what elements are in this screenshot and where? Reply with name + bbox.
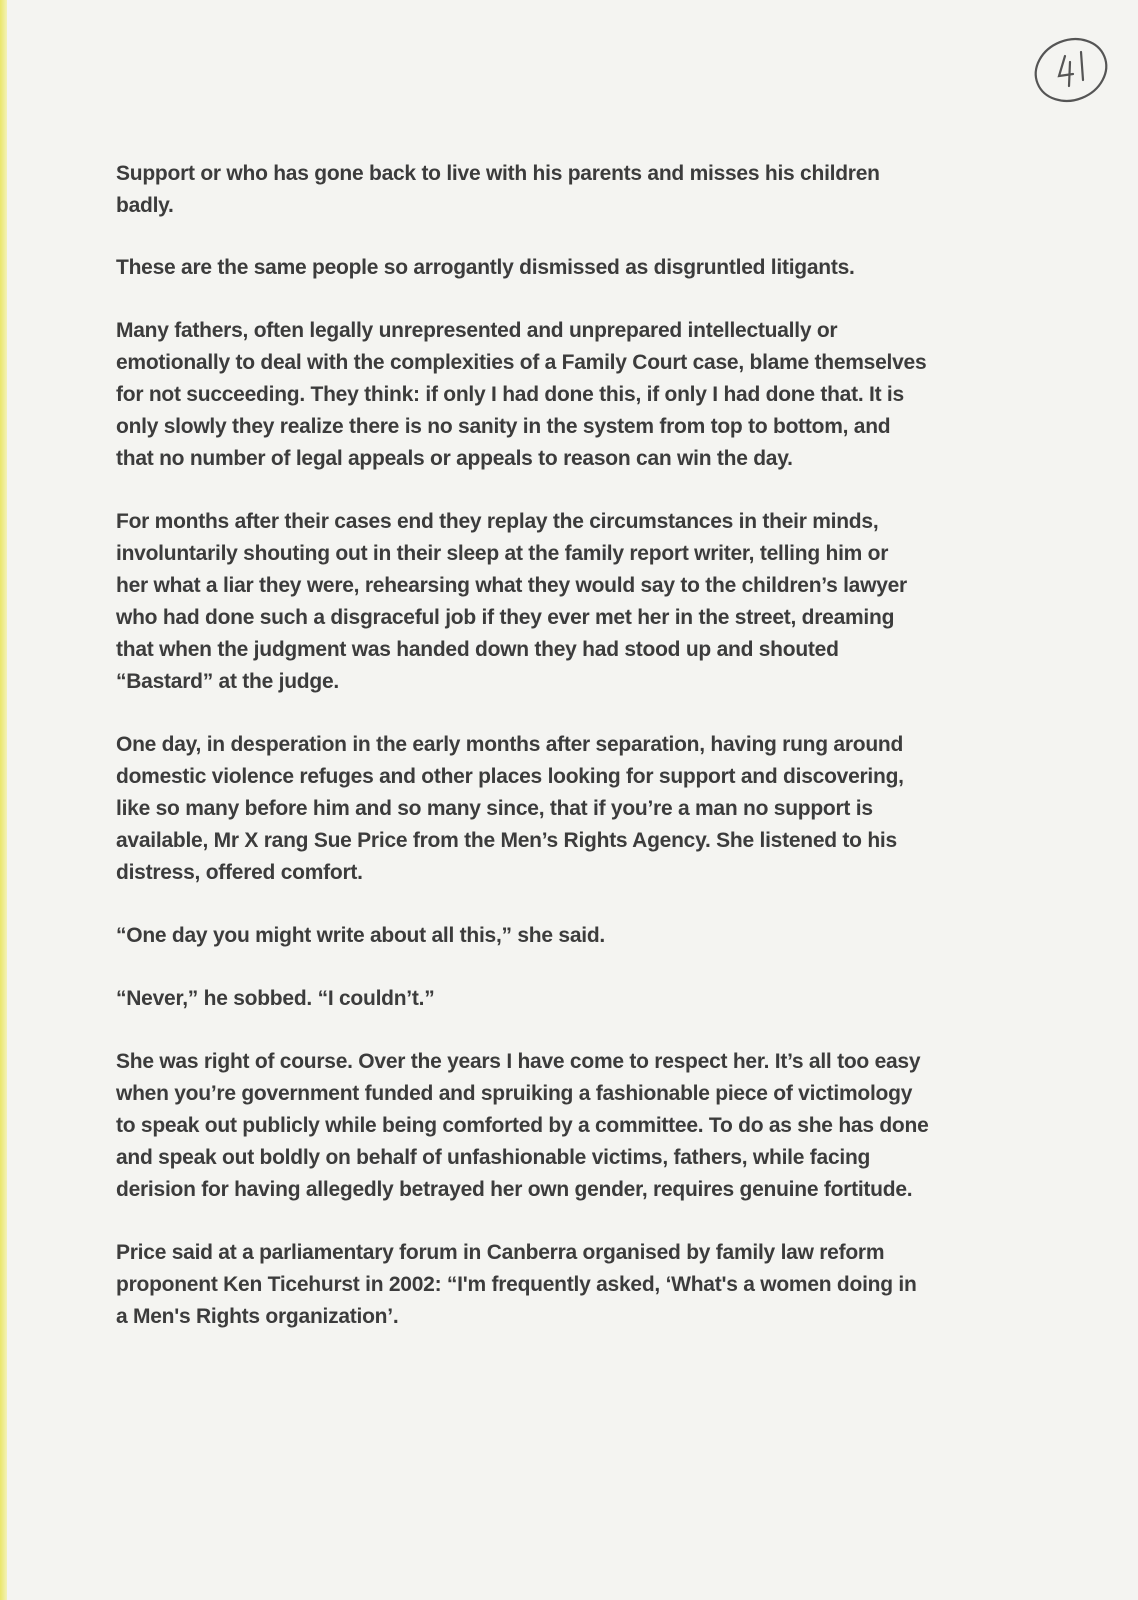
scanner-edge: [0, 0, 7, 1600]
circled-number-icon: [1029, 30, 1111, 110]
paragraph: Price said at a parliamentary forum in Canberra organised by family law reform proponent Ken Ticehurst in 2002: “I'm frequently asked, ‘What's a women doing in a Men's Rights organization’.: [116, 1241, 917, 1328]
paragraph: Many fathers, often legally unrepresented and unprepared intellectually or emotionally to deal with the complexities of a Family Court case, blame themselves for not succeeding. They think: if only I had done this, if only I had done that. It is only slowly they realize there is no sanity in the system from top to bottom, and that no number of legal appeals or appeals to reason can win the day.: [116, 319, 927, 470]
handwritten-page-number: [1029, 30, 1111, 110]
paragraph: These are the same people so arrogantly dismissed as disgruntled litigants.: [116, 256, 855, 279]
document-page: [7, 0, 1138, 1600]
paragraph: “Never,” he sobbed. “I couldn’t.”: [116, 987, 435, 1010]
paragraph: One day, in desperation in the early months after separation, having rung around domestic violence refuges and other places looking for support and discovering, like so many before him and so many since, that if you’re a man no support is available, Mr X rang Sue Price from the Men’s Rights Agency. She listened to his distress, offered comfort.: [116, 733, 904, 884]
paragraph: She was right of course. Over the years I have come to respect her. It’s all too easy when you’re government funded and spruiking a fashionable piece of victimology to speak out publicly while being comforted by a committee. To do as she has done and speak out boldly on behalf of unfashionable victims, fathers, while facing derision for having allegedly betrayed her own gender, requires genuine fortitude.: [116, 1050, 929, 1201]
body-text: [116, 158, 1036, 1333]
paragraph: “One day you might write about all this,” she said.: [116, 924, 606, 947]
paragraph: For months after their cases end they replay the circumstances in their minds, involuntarily shouting out in their sleep at the family report writer, telling him or her what a liar they were, rehearsing what they would say to the children’s lawyer who had done such a disgraceful job if they ever met her in the street, dreaming that when the judgment was handed down they had stood up and shouted “Bastard” at the judge.: [116, 510, 907, 693]
paragraph: Support or who has gone back to live with his parents and misses his children badly.: [116, 162, 880, 217]
